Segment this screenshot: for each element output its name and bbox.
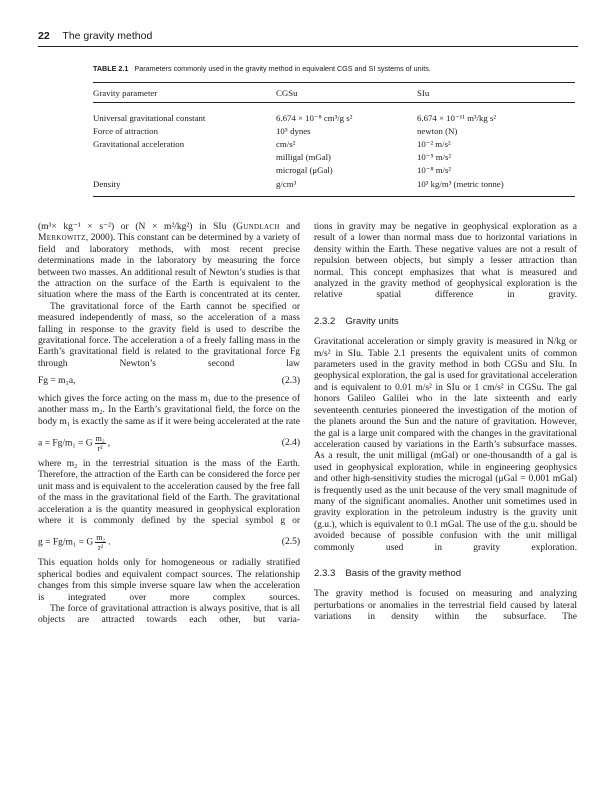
equation-2-3-expression: Fg = m₁a, [38,376,76,387]
table-cell-si: 10⁻² m/s² [417,139,451,149]
table-header-param: Gravity parameter [93,88,158,98]
section-number: 2.3.2 [314,315,336,327]
header-rule [38,46,578,47]
table-cell-si: newton (N) [417,126,458,136]
table-cell-param: Universal gravitational constant [93,113,206,123]
table-header-rule [93,102,575,103]
table-bottom-rule [93,196,575,197]
equation-2-3 [38,376,300,387]
table-cell-param: Density [93,179,121,189]
equation-2-3-number: (2.3) [281,376,300,387]
equation-2-4-number: (2.4) [281,437,300,448]
citation-merkowitz: Merkowitz [38,233,86,244]
table-caption-text: Parameters commonly used in the gravity method in equivalent CGS and SI systems of units. [134,64,431,73]
table-cell-si: 10³ kg/m³ (metric tonne) [417,179,504,189]
table-cell-cgs: microgal (μGal) [276,165,333,175]
right-paragraph-3: The gravity method is focused on measuring and analyzing perturbations or anomalies in the terrestrial field caused by lateral variations in density within the subsurface. The [314,589,577,623]
running-header [38,30,578,46]
left-paragraph-6: The force of gravitational attraction is always positive, that is all objects are attracted towards each other, but varia- [38,603,300,626]
left-paragraph-1: (m³× kg⁻¹ × s⁻²) or (N × m²/kg²) in SIu (Gundlach and Merkowitz, 2000). This constant can be determined by a variety of field and laboratory methods, with most recent precise determinations made in the laboratory by measuring the force between two masses. An additional result of Newton’s studies is that the attraction on the surface of the Earth is equivalent to the situation where the mass of the Earth is concentrated at its center. [38,222,301,301]
left-paragraph-2: The gravitational force of the Earth cannot be specified or measured independently of mass, so the acceleration of a mass falling in response to the gravity field is used to describe the gravitational force. The acceleration a of a freely falling mass in the Earth’s gravitational field is related to the gravitational force Fg through Newton’s second law [38,301,300,369]
left-paragraph-4: where m₂ in the terrestrial situation is the mass of the Earth. Therefore, the attraction of the Earth can be considered the force per unit mass and is equivalent to the acceleration caused by the free fall of the mass in the gravitational field of the Earth. The gravitational acceleration a is the quantity measured in geophysical exploration where it is commonly defined by the special symbol g or [38,458,300,526]
citation-gundlach: Gundlach [236,222,280,232]
table-cell-si: 10⁻⁸ m/s² [417,165,452,175]
table-cell-si: 10⁻⁵ m/s² [417,152,452,162]
table-cell-cgs: cm/s² [276,139,296,149]
equation-2-4-expression: a = Fg/m₁ = G [38,438,93,449]
equation-2-5-fraction: $\frac{\text{m₂}}{\text{r²}}$ [96,533,106,553]
equation-2-4-fraction: $\frac{\text{m₂}}{\text{r²}}$ [95,433,105,453]
table-cell-cgs: milligal (mGal) [276,152,331,162]
table-cell-cgs: 10⁵ dynes [276,126,311,136]
right-column [314,222,577,624]
section-heading-2-3-3 [314,568,577,579]
equation-2-5-expression: g = Fg/m₁ = G [38,538,94,549]
table-cell-cgs: g/cm³ [276,179,297,189]
section-heading-2-3-2 [314,316,577,327]
left-column [38,222,300,627]
running-title: The gravity method [62,30,153,42]
equation-2-5: g = Fg/m₁ = G $\frac{\text{m₂}}{\text{r²}}$ . (2.5) [38,533,300,553]
section-title: Basis of the gravity method [345,567,462,579]
table-top-rule [93,82,575,83]
right-paragraph-2: Gravitational acceleration or simply gravity is measured in N/kg or m/s² in SIu. Table 2.1 presents the equivalent units of common parameters used in the gravity method in both CGSu and SIu. In geophysical exploration, the gal is used for gravitational acceleration and is equivalent to 0.01 m/s² in SIu or 1 cm/s² in CGSu. The gal honors Galileo Galilei who in the late sixteenth and early seventeenth centuries pioneered the investigation of the motion of the planets around the Sun and the nature of gravitation. However, the gal is a large unit compared with the changes in the gravitational acceleration caused by variations in the Earth’s subsurface masses. As a result, the unit milligal (mGal) or one-thousandth of a gal is used in geophysical exploration, while in engineering geophysics and other high-sensitivity studies the microgal (μGal = 0.001 mGal) is frequently used as the unit because of the very small magnitude of many of the significant anomalies. Another unit sometimes used in gravity exploration in the petroleum industry is the gravity unit (g.u.), which is equivalent to 0.1 mGal. The use of the g.u. should be avoided because of possible confusion with the unit milligal commonly used in gravity exploration. [314,337,577,553]
table-cell-param: Force of attraction [93,126,158,136]
table-cell-cgs: 6.674 × 10⁻⁸ cm³/g s² [276,113,353,123]
equation-2-4: a = Fg/m₁ = G $\frac{\text{m₂}}{\text{r²}}$ , (2.4) [38,433,300,453]
left-paragraph-3: which gives the force acting on the mass m₁ due to the presence of another mass m₂. In the Earth’s gravitational field, the force on the body m₁ is exactly the same as if it were being accelerated at the rate [38,393,300,427]
table-header-cgs: CGSu [276,88,298,98]
section-title: Gravity units [345,315,399,327]
equation-2-5-number: (2.5) [281,537,300,548]
left-paragraph-5: This equation holds only for homogeneous or radially stratified spherical bodies and equivalent compact sources. The relationship changes from this simple inverse square law when the acceleration is integrated over more complex sources. [38,558,300,603]
table-cell-param: Gravitational acceleration [93,139,185,149]
table-label: TABLE 2.1 [93,64,129,73]
table-caption [93,64,573,73]
right-paragraph-1: tions in gravity may be negative in geophysical exploration as a result of a lower than normal mass due to horizontal variations in density within the Earth. These negative values are not a result of repulsion between objects, but simply a lesser attraction than normal. This concept emphasizes that what is measured and analyzed in the gravity method of geophysical exploration is the relative spatial difference in gravity. [314,222,577,301]
section-number: 2.3.3 [314,567,336,579]
page-number: 22 [38,30,50,42]
table-cell-si: 6.674 × 10⁻¹¹ m³/kg s² [417,113,497,123]
table-header-si: SIu [417,88,430,98]
